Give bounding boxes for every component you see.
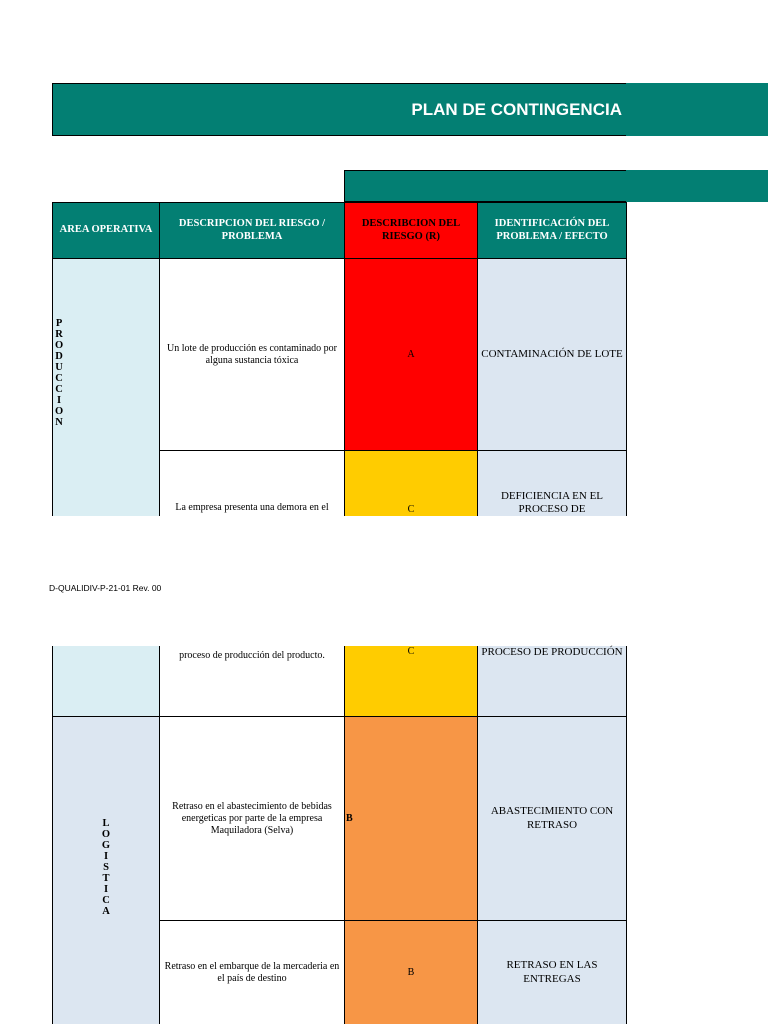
col-header-identification: IDENTIFICACIÓN DEL PROBLEMA / EFECTO [477, 202, 627, 259]
row3-description: Retraso en el abastecimiento de bebidas energeticas por parte de la empresa Maquiladora (Selva) [159, 716, 345, 921]
header-left-cell [52, 83, 160, 136]
row2-description: La empresa presenta una demora en el [159, 450, 345, 516]
area-logistica-label: L O G I S T I C A [101, 818, 111, 917]
page-title: PLAN DE CONTINGENCIA [159, 83, 626, 136]
subheader-band [344, 170, 626, 202]
subheader-extension [626, 170, 768, 202]
area-logistica-cell [52, 716, 160, 1024]
row3-risk: B [344, 716, 478, 921]
row4-identification: RETRASO EN LAS ENTREGAS [477, 920, 627, 1024]
area-produccion-continued [52, 646, 160, 717]
row2-identification: DEFICIENCIA EN EL PROCESO DE [477, 450, 627, 516]
header-extension [626, 83, 768, 136]
area-produccion-label: P R O D U C C I O N [55, 317, 64, 428]
row2-risk-continued: C [344, 646, 478, 717]
col-header-area: AREA OPERATIVA [52, 202, 160, 259]
row2-risk: C [344, 450, 478, 516]
document-code: D-QUALIDIV-P-21-01 Rev. 00 [49, 583, 162, 593]
row1-description: Un lote de producción es contaminado por alguna sustancia tóxica [159, 258, 345, 451]
row4-description: Retraso en el embarque de la mercaderia en el país de destino [159, 920, 345, 1024]
row4-risk: B [344, 920, 478, 1024]
row1-identification: CONTAMINACIÓN DE LOTE [477, 258, 627, 451]
col-header-description: DESCRIPCION DEL RIESGO / PROBLEMA [159, 202, 345, 259]
row1-risk: A [344, 258, 478, 451]
area-produccion-cell [52, 258, 160, 516]
row3-identification: ABASTECIMIENTO CON RETRASO [477, 716, 627, 921]
row2-identification-continued: PROCESO DE PRODUCCIÓN [477, 646, 627, 717]
row2-description-continued: proceso de producción del producto. [159, 646, 345, 717]
col-header-risk: DESCRIBCION DEL RIESGO (R) [344, 202, 478, 259]
